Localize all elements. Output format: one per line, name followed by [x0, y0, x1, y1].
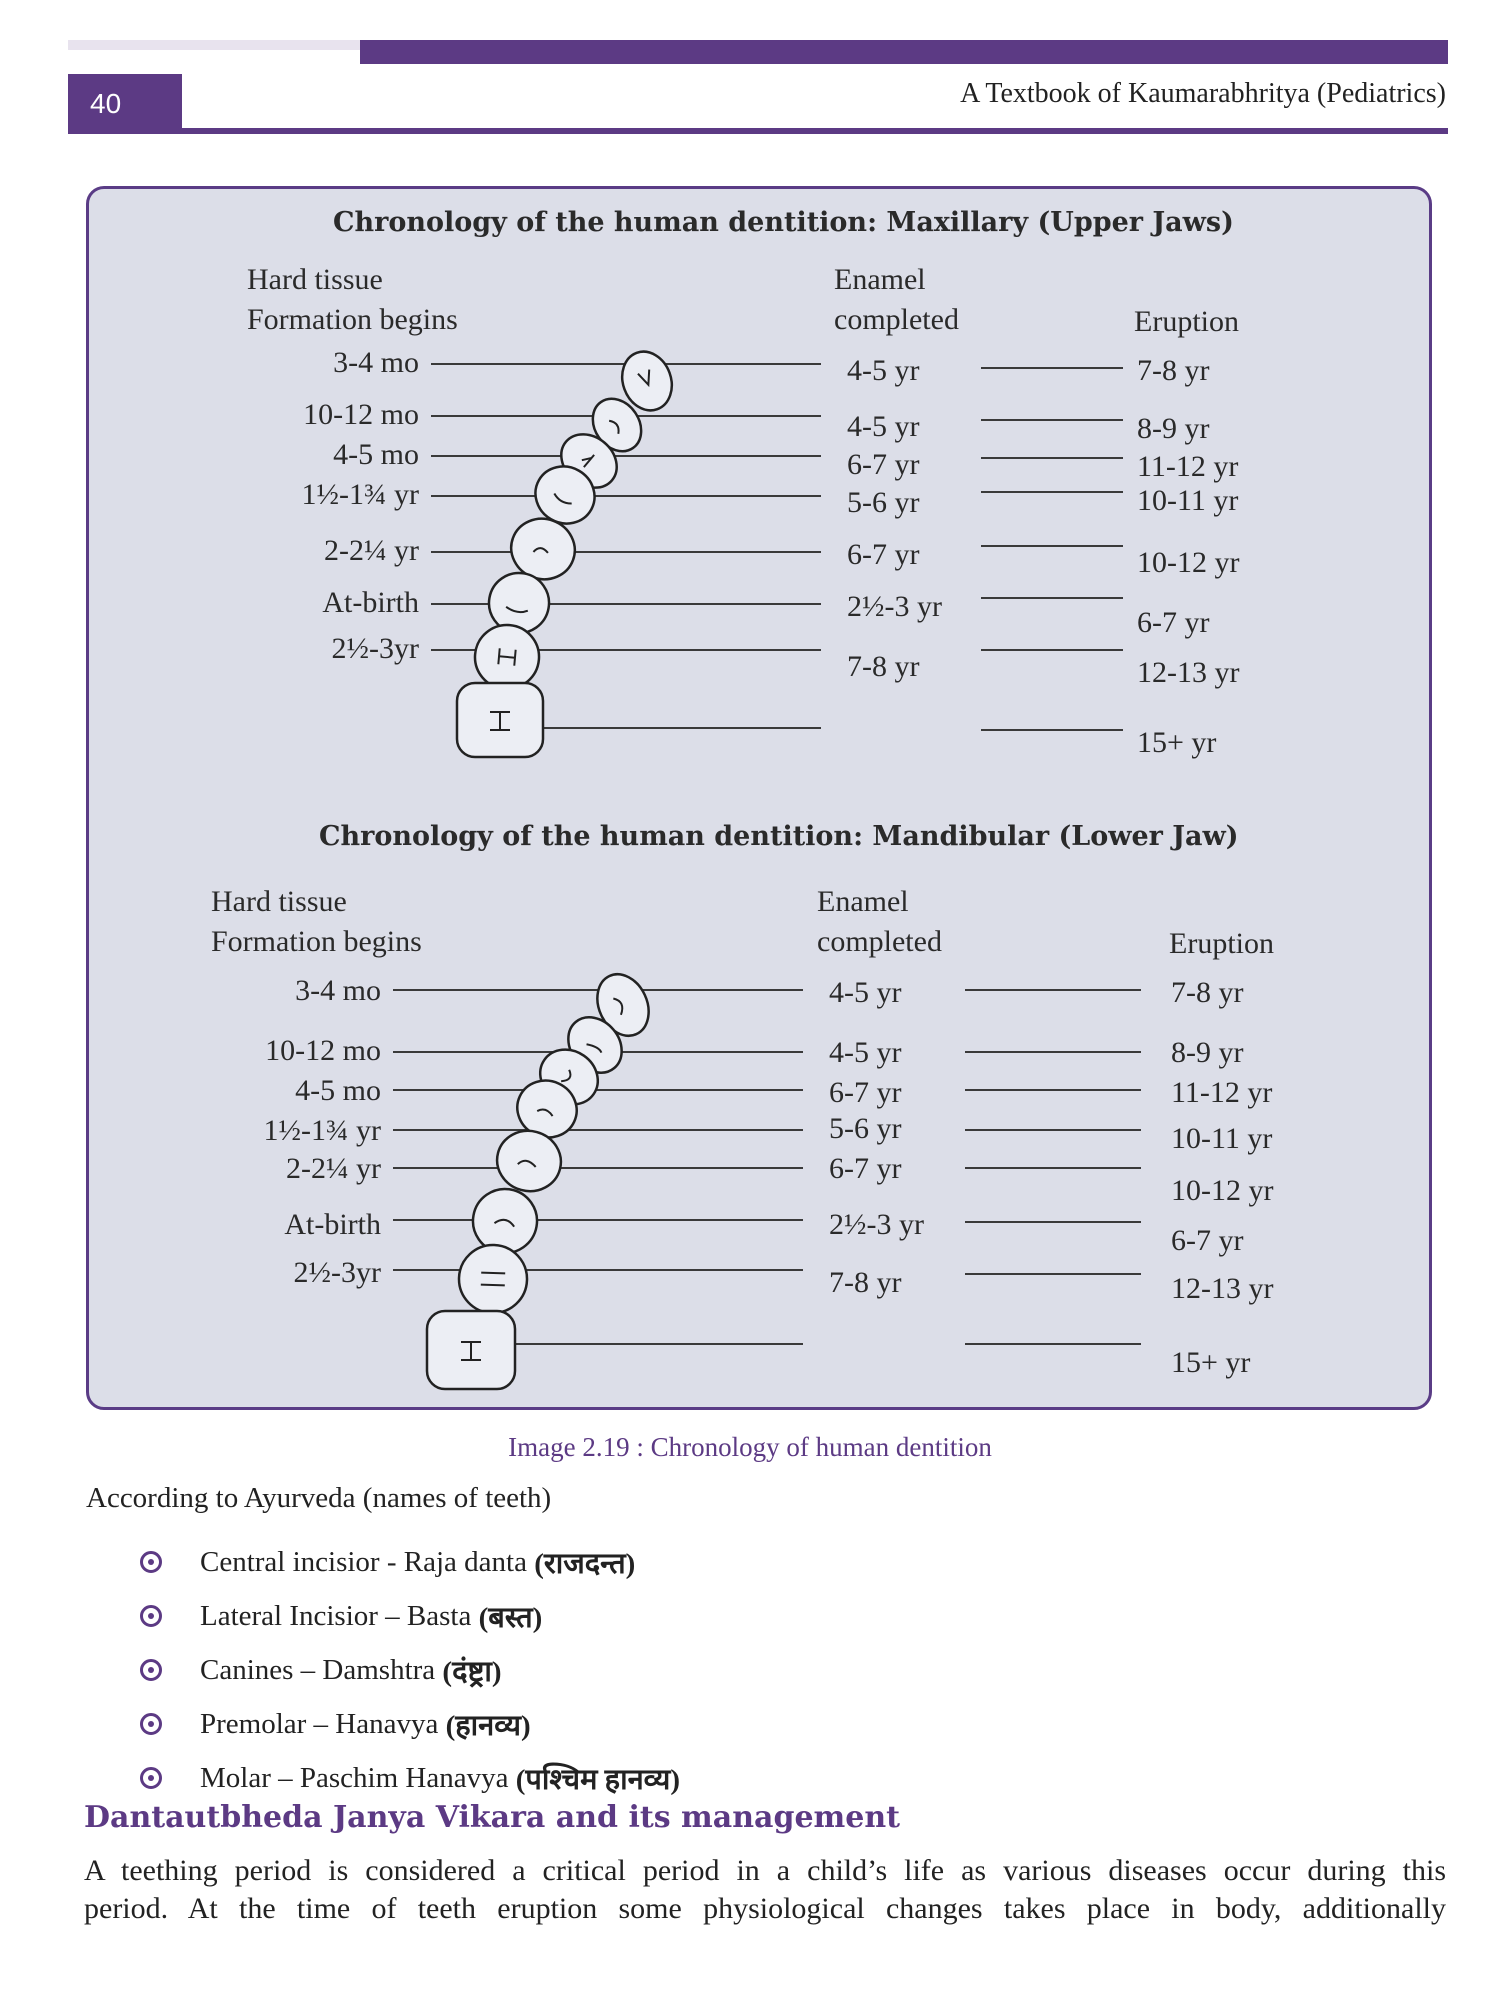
section-paragraph [84, 1852, 1446, 1928]
maxillary-formation-label: 1½-1¾ yr [301, 478, 419, 511]
section-heading: Dantautbheda Janya Vikara and its management [84, 1800, 901, 1835]
ayurveda-intro: According to Ayurveda (names of teeth) [86, 1482, 552, 1514]
header-strip [360, 40, 1448, 64]
maxillary-eruption-label: 15+ yr [1137, 726, 1217, 759]
list-item-text: Canines – Damshtra [200, 1653, 443, 1686]
maxillary-eruption-label: 7-8 yr [1137, 354, 1210, 387]
list-item-text: Premolar – Hanavya [200, 1707, 446, 1740]
mandibular-eruption-label: 8-9 yr [1171, 1036, 1244, 1069]
list-item [140, 1542, 635, 1582]
maxillary-enamel-label: 4-5 yr [847, 410, 920, 443]
mandibular-enamel-label: 7-8 yr [829, 1266, 902, 1299]
maxillary-col-hard-tissue-2: Formation begins [247, 303, 458, 336]
book-title: A Textbook of Kaumarabhritya (Pediatrics) [960, 78, 1446, 109]
mandibular-title: Chronology of the human dentition: Mandibular (Lower Jaw) [319, 821, 1239, 852]
list-item [140, 1704, 531, 1744]
list-item-devanagari: (दंष्ट्रा) [442, 1655, 502, 1688]
maxillary-enamel-label: 4-5 yr [847, 354, 920, 387]
list-item-text: Molar – Paschim Hanavya [200, 1761, 516, 1794]
mandibular-formation-label: At-birth [284, 1208, 381, 1241]
mandibular-col-hard-tissue-2: Formation begins [211, 925, 422, 958]
mandibular-col-enamel-2: completed [817, 925, 942, 958]
list-item-devanagari: (बस्त) [478, 1601, 543, 1634]
mandibular-enamel-label: 4-5 yr [829, 1036, 902, 1069]
mandibular-eruption-label: 12-13 yr [1171, 1272, 1274, 1305]
mandibular-formation-label: 4-5 mo [295, 1074, 381, 1107]
list-item-devanagari: (राजदन्त) [534, 1547, 636, 1580]
mandibular-enamel-label: 2½-3 yr [829, 1208, 924, 1241]
maxillary-formation-label: At-birth [322, 586, 419, 619]
mandibular-eruption-label: 11-12 yr [1171, 1076, 1273, 1109]
mandibular-formation-label: 3-4 mo [295, 974, 381, 1007]
maxillary-enamel-label: 7-8 yr [847, 650, 920, 683]
paragraph-line: period. At the time of teeth eruption some physiological changes takes place in body, additionally [84, 1892, 1446, 1925]
page-number: 40 [68, 74, 182, 134]
maxillary-formation-label: 2½-3yr [331, 632, 419, 665]
maxillary-formation-label: 2-2¼ yr [324, 534, 419, 567]
maxillary-formation-label: 10-12 mo [303, 398, 419, 431]
maxillary-eruption-label: 11-12 yr [1137, 450, 1239, 483]
mandibular-molar-icon [427, 1311, 515, 1389]
mandibular-eruption-label: 10-12 yr [1171, 1174, 1274, 1207]
maxillary-col-enamel-1: Enamel [834, 263, 926, 296]
mandibular-tooth-icon [458, 1244, 528, 1314]
maxillary-col-hard-tissue-1: Hard tissue [247, 263, 383, 296]
maxillary-enamel-label: 5-6 yr [847, 486, 920, 519]
maxillary-eruption-label: 10-12 yr [1137, 546, 1240, 579]
mandibular-enamel-label: 6-7 yr [829, 1152, 902, 1185]
mandibular-formation-label: 1½-1¾ yr [263, 1114, 381, 1147]
maxillary-col-eruption: Eruption [1134, 305, 1239, 338]
mandibular-formation-label: 10-12 mo [265, 1034, 381, 1067]
mandibular-col-hard-tissue-1: Hard tissue [211, 885, 347, 918]
maxillary-eruption-label: 10-11 yr [1137, 484, 1239, 517]
list-item-text: Lateral Incisior – Basta [200, 1599, 479, 1632]
header-strip-light [68, 40, 368, 50]
mandibular-eruption-label: 7-8 yr [1171, 976, 1244, 1009]
figure-caption: Image 2.19 : Chronology of human dentition [508, 1432, 992, 1462]
maxillary-enamel-label: 6-7 yr [847, 448, 920, 481]
radio-bullet-icon [140, 1551, 162, 1573]
maxillary-eruption-label: 8-9 yr [1137, 412, 1210, 445]
mandibular-formation-label: 2½-3yr [293, 1256, 381, 1289]
mandibular-eruption-label: 10-11 yr [1171, 1122, 1273, 1155]
list-item-devanagari: (हानव्य) [445, 1709, 531, 1742]
mandibular-eruption-label: 15+ yr [1171, 1346, 1251, 1379]
maxillary-title: Chronology of the human dentition: Maxillary (Upper Jaws) [333, 207, 1234, 238]
mandibular-formation-label: 2-2¼ yr [286, 1152, 381, 1185]
list-item-text: Central incisior - Raja danta [200, 1545, 535, 1578]
radio-bullet-icon [140, 1659, 162, 1681]
list-item-devanagari: (पश्चिम हानव्य) [515, 1763, 681, 1796]
radio-bullet-icon [140, 1713, 162, 1735]
maxillary-col-enamel-2: completed [834, 303, 959, 336]
maxillary-formation-label: 4-5 mo [333, 438, 419, 471]
dentition-figure [86, 186, 1432, 1410]
list-item [140, 1650, 502, 1690]
maxillary-enamel-label: 2½-3 yr [847, 590, 942, 623]
maxillary-eruption-label: 6-7 yr [1137, 606, 1210, 639]
mandibular-enamel-label: 4-5 yr [829, 976, 902, 1009]
header-rule [68, 128, 1448, 134]
list-item [140, 1758, 680, 1798]
mandibular-enamel-label: 5-6 yr [829, 1112, 902, 1145]
mandibular-col-eruption: Eruption [1169, 927, 1274, 960]
radio-bullet-icon [140, 1767, 162, 1789]
maxillary-eruption-label: 12-13 yr [1137, 656, 1240, 689]
paragraph-line: A teething period is considered a critical period in a child’s life as various diseases occur during this [84, 1854, 1446, 1887]
maxillary-formation-label: 3-4 mo [333, 346, 419, 379]
mandibular-col-enamel-1: Enamel [817, 885, 909, 918]
radio-bullet-icon [140, 1605, 162, 1627]
list-item [140, 1596, 542, 1636]
maxillary-enamel-label: 6-7 yr [847, 538, 920, 571]
mandibular-teeth-drawing [89, 189, 1429, 1409]
mandibular-eruption-label: 6-7 yr [1171, 1224, 1244, 1257]
mandibular-enamel-label: 6-7 yr [829, 1076, 902, 1109]
